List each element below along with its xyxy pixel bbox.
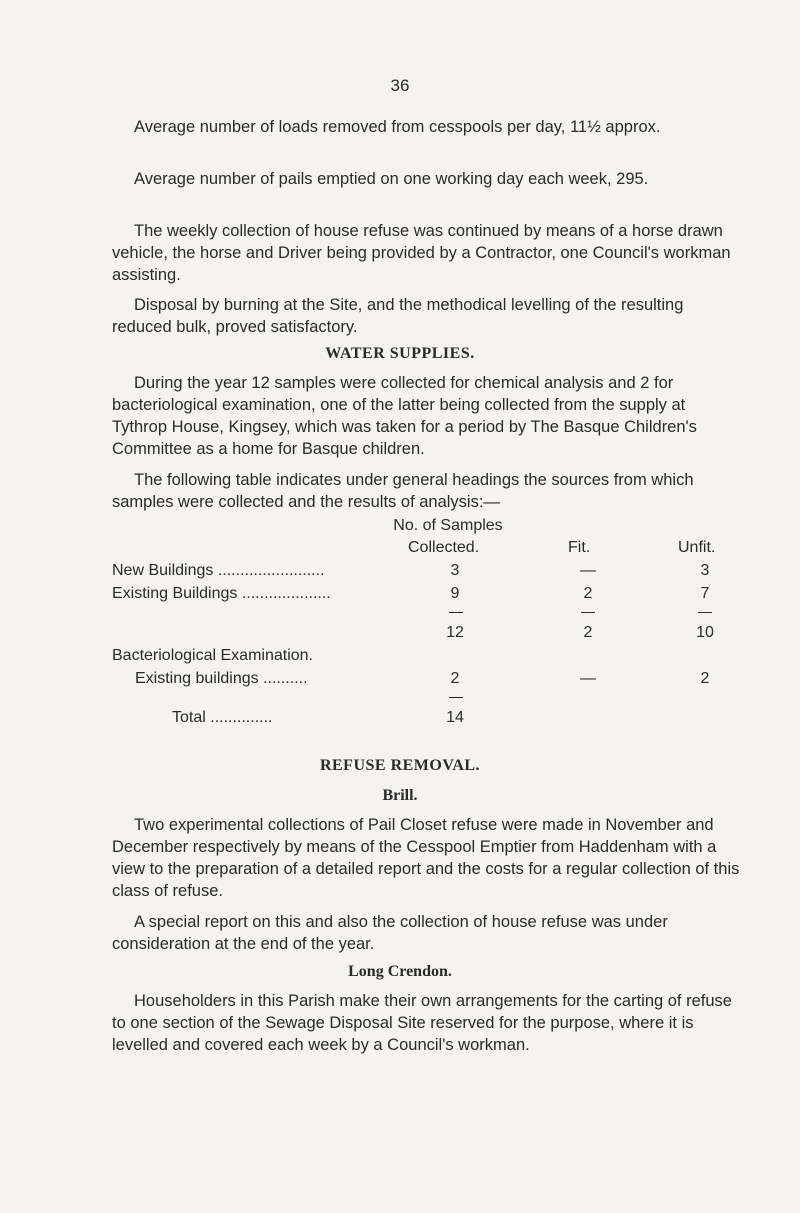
heading-long-crendon: Long Crendon.	[348, 963, 452, 980]
page-number: 36	[390, 76, 410, 95]
heading-water-supplies: WATER SUPPLIES.	[325, 345, 475, 362]
paragraph-crendon: Householders in this Parish make their own arrangements for the carting of refuse to one section of the Sewage Disposal Site reserved for the purpose, where it is levelled and covered each week by a Council's workman.	[112, 992, 732, 1054]
header-samples-line2: Collected.	[408, 539, 480, 556]
cell-subtotal-collected: 12	[446, 624, 464, 641]
paragraph-brill-2: A special report on this and also the collection of house refuse was under consideration at the end of the year.	[112, 913, 668, 953]
header-samples-line1: No. of Samples	[393, 517, 503, 534]
cell-subtotal-unfit: 10	[696, 624, 714, 641]
row-label-existing-buildings: Existing Buildings ....................	[112, 585, 331, 602]
header-unfit: Unfit.	[678, 539, 716, 556]
cell-new-fit: —	[580, 562, 596, 579]
cell-subtotal-fit: 2	[583, 624, 593, 641]
cell-total-collected: 14	[446, 709, 464, 726]
cell-bact-fit: —	[580, 670, 596, 687]
cell-bact-collected: 2	[450, 670, 460, 687]
paragraph-loads: Average number of loads removed from cesspools per day, 11½ approx.	[134, 118, 661, 136]
rule-collected-1	[449, 612, 463, 613]
paragraph-table-intro: The following table indicates under general headings the sources from which samples were collected and the results of analysis:—	[112, 471, 694, 511]
row-label-total: Total ..............	[172, 709, 273, 726]
row-label-new-buildings: New Buildings ........................	[112, 562, 325, 579]
paragraph-samples: During the year 12 samples were collected for chemical analysis and 2 for bacteriological examination, one of the latter being collected from the supply at Tythrop House, Kingsey, which was taken for a period by The Basque Children's Committee as a home for Basque children.	[112, 374, 697, 458]
paragraph-brill-1: Two experimental collections of Pail Closet refuse were made in November and December respectively by means of the Cesspool Emptier from Haddenham with a view to the preparation of a detailed report and the costs for a regular collection of this class of refuse.	[112, 816, 740, 900]
cell-existing-unfit: 7	[700, 585, 710, 602]
paragraph-disposal: Disposal by burning at the Site, and the methodical levelling of the resulting reduced bulk, proved satisfactory.	[112, 296, 684, 336]
paragraph-pails: Average number of pails emptied on one working day each week, 295.	[134, 170, 649, 188]
cell-new-collected: 3	[450, 562, 460, 579]
cell-bact-unfit: 2	[700, 670, 710, 687]
cell-new-unfit: 3	[700, 562, 710, 579]
paragraph-collection: The weekly collection of house refuse was continued by means of a horse drawn vehicle, the horse and Driver being provided by a Contractor, one Council's workman assisting.	[112, 222, 731, 284]
heading-refuse-removal: REFUSE REMOVAL.	[319, 757, 481, 774]
heading-brill: Brill.	[382, 787, 418, 804]
row-label-existing-bact: Existing buildings ..........	[135, 670, 308, 687]
header-fit: Fit.	[568, 539, 591, 556]
row-label-bacteriological: Bacteriological Examination.	[112, 647, 313, 664]
cell-existing-collected: 9	[450, 585, 460, 602]
rule-unfit-1	[698, 612, 712, 613]
rule-collected-2	[449, 697, 463, 698]
cell-existing-fit: 2	[583, 585, 593, 602]
rule-fit-1	[581, 612, 595, 613]
